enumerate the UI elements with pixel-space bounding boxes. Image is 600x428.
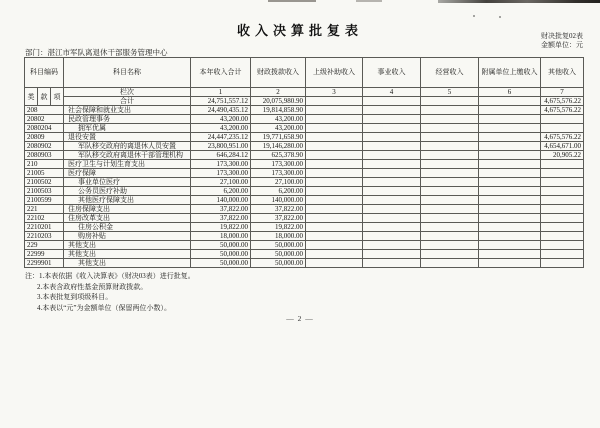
cell-amount: 19,822.00 [251,223,306,232]
header-operating-income: 经营收入 [421,58,479,88]
cell-amount [306,187,363,196]
cell-amount [421,133,479,142]
cell-amount: 173,300.00 [191,160,251,169]
cell-amount [541,187,584,196]
cell-amount [306,205,363,214]
cell-amount: 43,200.00 [251,124,306,133]
table-row [25,106,584,115]
cell-amount [363,259,421,268]
table-row [25,124,584,133]
cell-amount [421,214,479,223]
cell-subject-code: 21005 [25,169,64,178]
table-row [25,259,584,268]
table-row [25,214,584,223]
scan-artifact [438,0,600,3]
cell-subject-code: 229 [25,241,64,250]
page-number: — 2 — [286,314,314,323]
cell-amount [479,214,541,223]
cell-subject-code: 2100599 [25,196,64,205]
department-line: 部门：湛江市军队离退休干部服务管理中心 [25,48,168,57]
cell-amount: 24,447,235.12 [191,133,251,142]
note-line: 3.本表批复到项级科目。 [37,293,113,301]
total-value: 24,751,557.12 [191,97,251,106]
cell-amount [541,214,584,223]
cell-amount: 37,822.00 [251,214,306,223]
cell-amount: 19,814,858.90 [251,106,306,115]
cell-amount [541,178,584,187]
cell-amount [421,223,479,232]
cell-amount [306,232,363,241]
cell-subject-code: 2100502 [25,178,64,187]
note-text: 1.本表依据《收入决算表》（财决03表）进行批复。 [39,272,195,280]
cell-amount: 23,800,951.00 [191,142,251,151]
total-row [25,97,584,106]
col-num: 6 [479,88,541,97]
cell-subject-code: 20809 [25,133,64,142]
table-row [25,232,584,241]
cell-amount [421,160,479,169]
cell-amount [479,106,541,115]
total-value [363,97,421,106]
cell-amount [479,142,541,151]
cell-subject-name: 社会保障和就业支出 [64,106,191,115]
col-num: 3 [306,88,363,97]
cell-subject-name: 军队移交政府的离退休人员安置 [64,142,191,151]
table-header [25,58,584,106]
table-row [25,250,584,259]
table-row [25,160,584,169]
note-line: 2.本表含政府性基金预算财政拨款。 [37,282,148,291]
cell-subject-name: 退役安置 [64,133,191,142]
cell-amount [479,232,541,241]
cell-amount [479,151,541,160]
cell-amount [541,259,584,268]
cell-amount: 43,200.00 [191,124,251,133]
cell-amount: 6,200.00 [251,187,306,196]
header-superior-subsidy: 上级补助收入 [306,58,363,88]
table-row [25,151,584,160]
cell-amount [306,133,363,142]
cell-amount: 4,675,576.22 [541,133,584,142]
cell-amount [479,241,541,250]
cell-amount: 173,300.00 [251,160,306,169]
cell-amount: 50,000.00 [251,259,306,268]
cell-amount: 6,200.00 [191,187,251,196]
cell-amount [479,196,541,205]
form-meta [541,32,583,50]
cell-amount [541,223,584,232]
cell-amount [541,115,584,124]
column-number-row [25,88,584,97]
cell-subject-code: 2080204 [25,124,64,133]
cell-subject-code: 2210201 [25,223,64,232]
cell-subject-code: 210 [25,160,64,169]
cell-amount [421,106,479,115]
cell-amount [479,259,541,268]
cell-subject-code: 20802 [25,115,64,124]
cell-amount [306,223,363,232]
header-fiscal-appropriation: 财政拨款收入 [251,58,306,88]
cell-subject-code: 2080902 [25,142,64,151]
header-subject-code: 科目编码 [25,58,64,88]
cell-amount [363,133,421,142]
table-row [25,241,584,250]
cell-subject-name: 事业单位医疗 [64,178,191,187]
cell-amount: 50,000.00 [191,241,251,250]
cell-amount: 19,146,280.00 [251,142,306,151]
header-other-income: 其他收入 [541,58,584,88]
notes-prefix: 注： [25,272,39,280]
cell-amount [363,178,421,187]
header-subject-name: 科目名称 [64,58,191,88]
cell-amount [541,205,584,214]
cell-subject-code: 221 [25,205,64,214]
cell-subject-code: 2080903 [25,151,64,160]
table-row [25,142,584,151]
cell-amount [421,151,479,160]
table-row [25,178,584,187]
cell-subject-name: 其他支出 [64,259,191,268]
cell-amount: 37,822.00 [191,205,251,214]
cell-amount: 173,300.00 [191,169,251,178]
cell-amount [421,259,479,268]
cell-subject-name: 军队移交政府离退休干部管理机构 [64,151,191,160]
cell-subject-code: 2299901 [25,259,64,268]
cell-subject-name: 其他支出 [64,250,191,259]
cell-subject-name: 拥军优属 [64,124,191,133]
cell-amount [363,106,421,115]
cell-subject-code: 22102 [25,214,64,223]
cell-amount: 4,654,671.00 [541,142,584,151]
scan-artifact [499,16,501,18]
cell-amount [306,241,363,250]
cell-amount: 18,000.00 [251,232,306,241]
cell-amount [306,124,363,133]
table-row [25,169,584,178]
cell-amount [363,196,421,205]
cell-amount [421,124,479,133]
scan-artifact [473,15,475,17]
scan-artifact [268,0,316,2]
cell-amount [541,160,584,169]
cell-amount [541,232,584,241]
cell-amount [541,250,584,259]
cell-amount [306,142,363,151]
cell-amount [479,205,541,214]
cell-amount: 43,200.00 [191,115,251,124]
cell-amount [479,124,541,133]
cell-amount: 24,490,435.12 [191,106,251,115]
cell-amount: 43,200.00 [251,115,306,124]
cell-amount [363,223,421,232]
scan-artifact [356,0,382,2]
code-col-class: 类 [25,88,38,106]
table-row [25,223,584,232]
cell-amount [363,205,421,214]
cell-subject-name: 医疗保障 [64,169,191,178]
cell-amount [541,241,584,250]
cell-amount [306,160,363,169]
cell-amount [421,187,479,196]
cell-amount [306,169,363,178]
cell-amount: 50,000.00 [191,259,251,268]
cell-subject-name: 住房改革支出 [64,214,191,223]
table-row [25,133,584,142]
cell-amount: 27,100.00 [191,178,251,187]
cell-amount [421,250,479,259]
notes-block [25,271,195,313]
cell-subject-name: 其他支出 [64,241,191,250]
cell-amount [541,169,584,178]
cell-subject-code: 2210203 [25,232,64,241]
header-row [25,58,584,88]
cell-amount [421,196,479,205]
cell-amount [479,169,541,178]
unit-label: 金额单位：元 [541,41,583,49]
cell-subject-code: 208 [25,106,64,115]
income-approval-table [24,57,584,268]
col-num: 4 [363,88,421,97]
cell-subject-name: 医疗卫生与计划生育支出 [64,160,191,169]
cell-subject-name: 其他医疗保障支出 [64,196,191,205]
cell-amount: 19,771,658.90 [251,133,306,142]
cell-amount [306,214,363,223]
cell-subject-name: 购房补贴 [64,232,191,241]
cell-amount: 50,000.00 [251,241,306,250]
cell-amount [363,214,421,223]
cell-amount: 19,822.00 [191,223,251,232]
cell-amount [363,250,421,259]
cell-amount [306,259,363,268]
col-num: 7 [541,88,584,97]
note-line: 4.本表以“元”为金额单位（保留两位小数）。 [37,303,171,312]
cell-amount [306,106,363,115]
cell-amount: 140,000.00 [191,196,251,205]
cell-amount [363,187,421,196]
form-code: 财决批复02表 [541,32,583,40]
cell-subject-name: 公务员医疗补助 [64,187,191,196]
table-row [25,196,584,205]
cell-amount [306,250,363,259]
cell-amount [479,178,541,187]
row-label-lanci: 栏次 [64,88,191,97]
code-col-item: 项 [51,88,64,106]
cell-amount: 50,000.00 [251,250,306,259]
total-value [479,97,541,106]
col-num: 5 [421,88,479,97]
code-col-section: 款 [38,88,51,106]
cell-amount [306,178,363,187]
table-body [25,106,584,268]
cell-amount [363,232,421,241]
cell-amount [479,223,541,232]
cell-amount [363,169,421,178]
header-total-income: 本年收入合计 [191,58,251,88]
cell-amount: 625,378.90 [251,151,306,160]
cell-amount [363,241,421,250]
cell-amount [479,133,541,142]
cell-subject-name: 住房公积金 [64,223,191,232]
cell-amount: 140,000.00 [251,196,306,205]
cell-amount [306,115,363,124]
cell-amount [306,196,363,205]
cell-amount [421,169,479,178]
header-affiliated-remit: 附属单位上缴收入 [479,58,541,88]
cell-amount [479,250,541,259]
col-num: 1 [191,88,251,97]
cell-amount: 27,100.00 [251,178,306,187]
cell-amount: 50,000.00 [191,250,251,259]
table-row [25,205,584,214]
cell-amount [363,160,421,169]
cell-subject-code: 2100503 [25,187,64,196]
total-value: 4,675,576.22 [541,97,584,106]
cell-amount [421,115,479,124]
cell-amount [541,124,584,133]
cell-amount: 173,300.00 [251,169,306,178]
cell-amount [421,232,479,241]
cell-amount [306,151,363,160]
header-business-income: 事业收入 [363,58,421,88]
cell-amount: 646,284.12 [191,151,251,160]
cell-amount [421,241,479,250]
cell-amount [541,196,584,205]
note-line [25,271,195,282]
cell-amount: 20,905.22 [541,151,584,160]
cell-amount [363,151,421,160]
cell-subject-name: 民政管理事务 [64,115,191,124]
cell-amount: 4,675,576.22 [541,106,584,115]
cell-amount: 37,822.00 [191,214,251,223]
cell-amount: 37,822.00 [251,205,306,214]
cell-amount [363,115,421,124]
col-num: 2 [251,88,306,97]
cell-amount: 18,000.00 [191,232,251,241]
total-value: 20,075,980.90 [251,97,306,106]
cell-amount [421,178,479,187]
cell-amount [479,187,541,196]
cell-amount [479,160,541,169]
total-value [306,97,363,106]
cell-amount [421,142,479,151]
total-label: 合计 [64,97,191,106]
table-row [25,115,584,124]
cell-subject-code: 22999 [25,250,64,259]
cell-amount [479,115,541,124]
cell-amount [363,124,421,133]
cell-subject-name: 住房保障支出 [64,205,191,214]
total-value [421,97,479,106]
table-row [25,187,584,196]
cell-amount [421,205,479,214]
cell-amount [363,142,421,151]
page-title: 收入决算批复表 [236,23,363,38]
